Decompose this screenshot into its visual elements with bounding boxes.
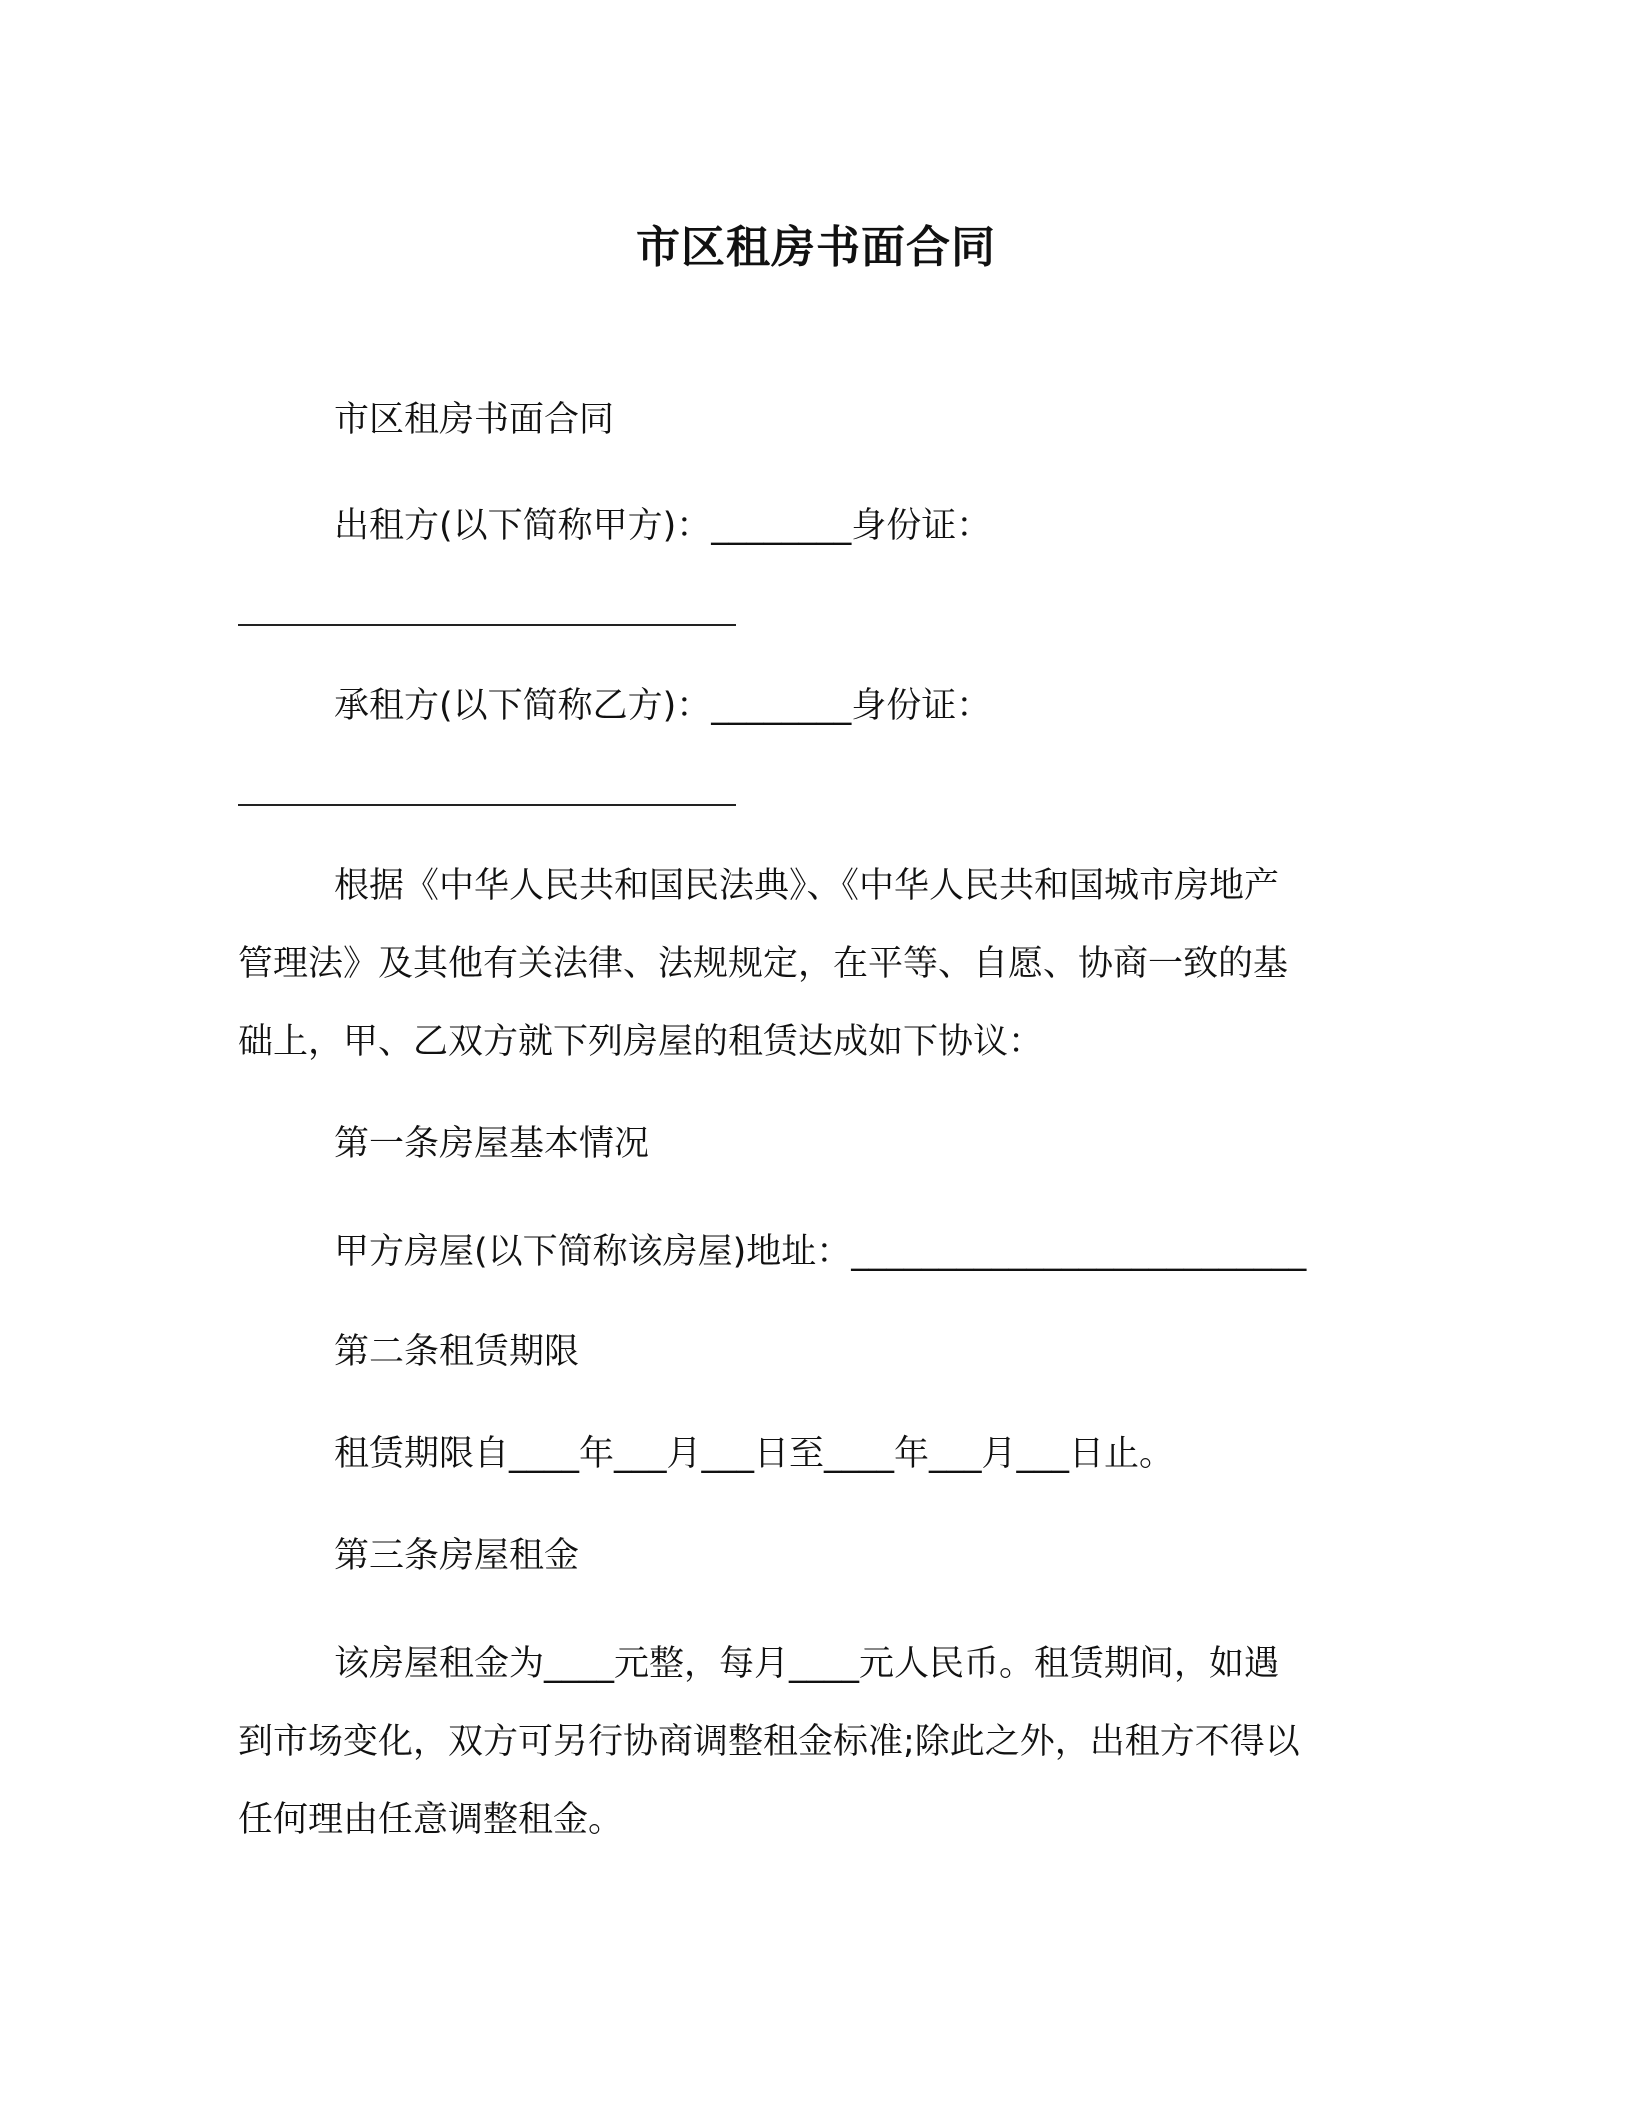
preamble-line-2: 管理法》及其他有关法律、法规规定，在平等、自愿、协商一致的基 [238, 944, 1289, 984]
lessor-line: 出租方(以下简称甲方)：________身份证： [334, 506, 992, 546]
lease-term-line: 租赁期限自____年___月___日至____年___月___日止。 [334, 1434, 1175, 1474]
lessee-id-blank [238, 804, 736, 806]
lessor-id-blank [238, 624, 736, 626]
rent-line-3: 任何理由任意调整租金。 [238, 1800, 624, 1840]
lessee-line: 承租方(以下简称乙方)：________身份证： [334, 686, 992, 726]
article-3-heading: 第三条房屋租金 [334, 1536, 580, 1576]
property-address-line: 甲方房屋(以下简称该房屋)地址：__________________________ [334, 1232, 1307, 1272]
preamble-line-3: 础上，甲、乙双方就下列房屋的租赁达成如下协议： [238, 1022, 1044, 1062]
document-subtitle: 市区租房书面合同 [334, 400, 615, 440]
article-1-heading: 第一条房屋基本情况 [334, 1124, 650, 1164]
rent-line-1: 该房屋租金为____元整，每月____元人民币。租赁期间，如遇 [334, 1644, 1280, 1684]
preamble-line-1: 根据《中华人民共和国民法典》、《中华人民共和国城市房地产 [334, 866, 1280, 906]
article-2-heading: 第二条租赁期限 [334, 1332, 580, 1372]
rent-line-2: 到市场变化，双方可另行协商调整租金标准;除此之外，出租方不得以 [238, 1722, 1300, 1762]
document-title: 市区租房书面合同 [636, 222, 996, 273]
